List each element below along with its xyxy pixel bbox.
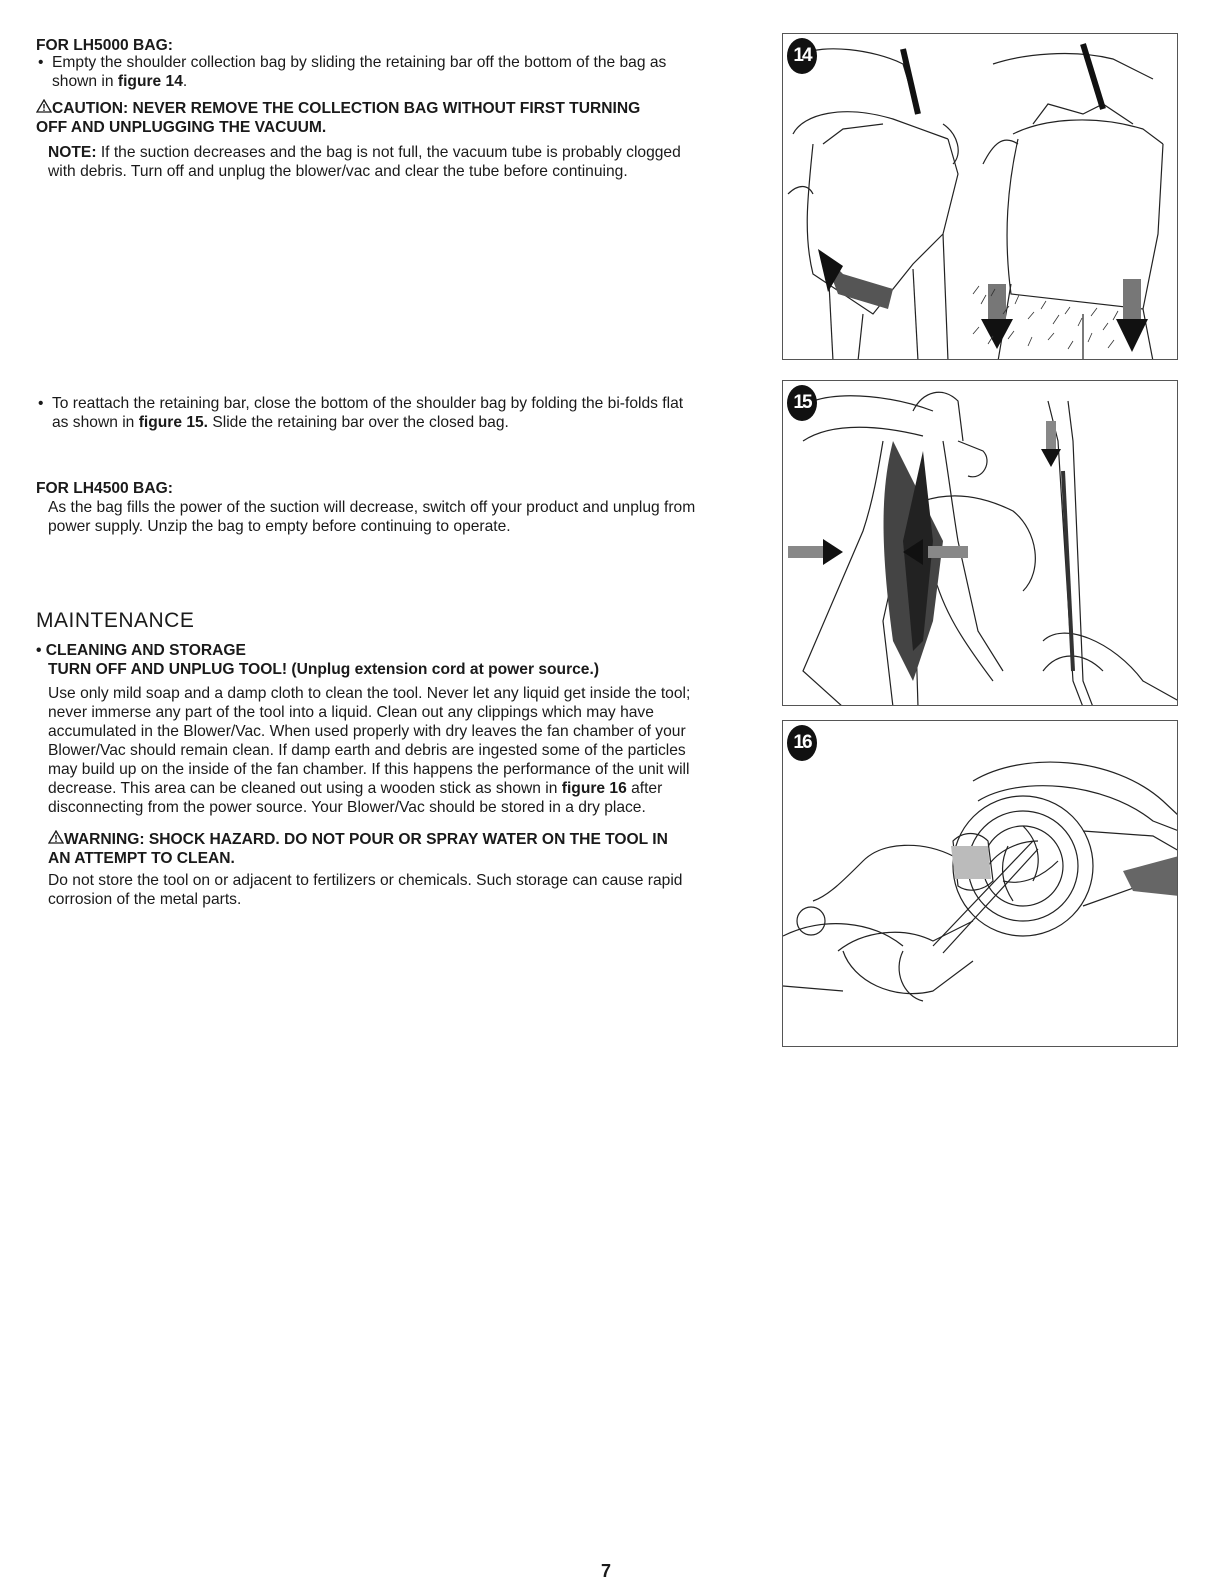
lh5000-bullet-empty-line2 — [52, 72, 782, 91]
lh4500-line1: As the bag fills the power of the suction will decrease, switch off your product and unplug from — [48, 499, 696, 516]
note-label: NOTE: — [48, 144, 97, 161]
bag-emptying-illustration — [783, 34, 1178, 360]
lh5000-bullet-empty-line1: Empty the shoulder collection bag by sliding the retaining bar off the bottom of the bag as — [52, 54, 667, 71]
warning-triangle-icon — [36, 99, 52, 118]
cleaning-storage-heading — [36, 641, 246, 660]
turn-off-paren-text: (Unplug extension cord at power source.) — [287, 661, 600, 678]
cleaning-line: disconnecting from the power source. Your Blower/Vac should be stored in a dry place. — [48, 799, 646, 816]
figure-14-badge: 14 — [787, 38, 817, 74]
bullet-dot: • — [38, 395, 44, 412]
figure-14 — [782, 33, 1178, 360]
cleaning-line: never immerse any part of the tool into a liquid. Clean out any clippings which may have — [48, 704, 654, 721]
text-span: as shown in — [52, 414, 139, 431]
storage-line1: Do not store the tool on or adjacent to fertilizers or chemicals. Such storage can cause rapid — [48, 872, 683, 889]
warning-triangle-icon — [48, 830, 64, 849]
figure-14-reference: figure 14 — [117, 73, 183, 90]
note-block — [48, 143, 778, 181]
bullet-dot: • — [36, 642, 46, 659]
fan-cleaning-illustration — [783, 721, 1178, 1047]
warning-block — [48, 830, 788, 868]
cleaning-line: accumulated in the Blower/Vac. When used properly with dry leaves the fan chamber of your — [48, 723, 686, 740]
storage-paragraph — [48, 871, 788, 909]
note-text: If the suction decreases and the bag is not full, the vacuum tube is probably clogged — [96, 144, 681, 161]
figure-15-badge: 15 — [787, 385, 817, 421]
note-line2: with debris. Turn off and unplug the blower/vac and clear the tube before continuing. — [48, 163, 628, 180]
lh5000-heading: FOR LH5000 BAG: — [36, 37, 173, 54]
lh5000-bullet-reattach-line1: To reattach the retaining bar, close the bottom of the shoulder bag by folding the bi-folds flat — [52, 395, 684, 412]
page-number: 7 — [601, 1561, 612, 1581]
warning-line2: AN ATTEMPT TO CLEAN. — [48, 850, 235, 867]
figure-16 — [782, 720, 1178, 1047]
note-line1 — [48, 143, 778, 162]
warning-line1 — [48, 830, 788, 849]
text-span: shown in — [52, 73, 118, 90]
figure-15-reference: figure 15. — [138, 414, 209, 431]
lh5000-bullet-reattach-line2 — [52, 413, 792, 432]
figure-16-badge: 16 — [787, 725, 817, 761]
turn-off-text: TURN OFF AND UNPLUG TOOL! — [48, 661, 288, 678]
warning-text: WARNING: SHOCK HAZARD. DO NOT POUR OR SPRAY WATER ON THE TOOL IN — [64, 831, 668, 848]
lh4500-heading: FOR LH4500 BAG: — [36, 480, 173, 497]
figure-15 — [782, 380, 1178, 706]
cleaning-line — [48, 779, 788, 798]
caution-text: CAUTION: NEVER REMOVE THE COLLECTION BAG WITHOUT FIRST TURNING — [52, 100, 641, 117]
cleaning-storage-text: CLEANING AND STORAGE — [45, 642, 246, 659]
text-span: decrease. This area can be cleaned out using a wooden stick as shown in — [48, 780, 562, 797]
text-span: Slide the retaining bar over the closed bag. — [208, 414, 509, 431]
figure-16-reference: figure 16 — [561, 780, 627, 797]
bag-folding-illustration — [783, 381, 1178, 706]
caution-line1 — [36, 99, 776, 118]
cleaning-line: may build up on the inside of the fan chamber. If this happens the performance of the unit will — [48, 761, 690, 778]
lh5000-bullet-empty — [38, 53, 782, 91]
text-span: . — [182, 73, 188, 90]
caution-line2: OFF AND UNPLUGGING THE VACUUM. — [36, 119, 327, 136]
storage-line2: corrosion of the metal parts. — [48, 891, 242, 908]
lh4500-paragraph — [48, 498, 788, 536]
lh4500-line2: power supply. Unzip the bag to empty before continuing to operate. — [48, 518, 511, 535]
maintenance-title: MAINTENANCE — [36, 609, 195, 632]
cleaning-line: Blower/Vac should remain clean. If damp earth and debris are ingested some of the particles — [48, 742, 686, 759]
lh5000-bullet-reattach — [38, 394, 792, 432]
bullet-dot: • — [38, 54, 44, 71]
cleaning-paragraph — [48, 684, 788, 817]
turn-off-notice — [48, 660, 599, 679]
cleaning-line: Use only mild soap and a damp cloth to clean the tool. Never let any liquid get inside the tool; — [48, 685, 691, 702]
caution-block — [36, 99, 776, 137]
text-span: after — [626, 780, 663, 797]
